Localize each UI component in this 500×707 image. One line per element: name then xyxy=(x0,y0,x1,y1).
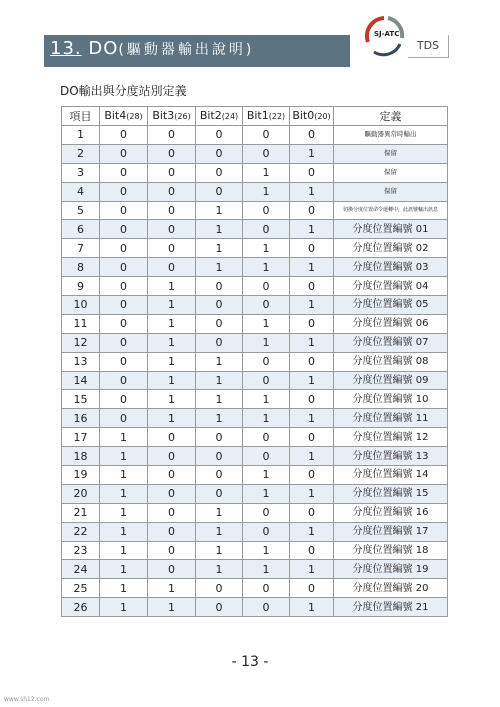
bit-value-cell: 0 xyxy=(196,314,243,333)
bit-value-cell: 1 xyxy=(243,541,290,560)
bit-value-cell: 0 xyxy=(243,371,290,390)
table-row xyxy=(62,371,448,390)
definition-cell: 分度位置編號 12 xyxy=(334,428,448,447)
bit-value-cell: 1 xyxy=(290,182,334,201)
definition-cell: 分度位置編號 14 xyxy=(334,466,448,485)
bit-value-cell: 0 xyxy=(196,579,243,598)
doc-type-label: TDS xyxy=(408,35,449,58)
bit-value-cell: 0 xyxy=(196,447,243,466)
bit-value-cell: 1 xyxy=(243,239,290,258)
bit-value-cell: 0 xyxy=(243,447,290,466)
bit-value-cell: 0 xyxy=(148,503,196,522)
bit-value-cell: 0 xyxy=(243,428,290,447)
bit-value-cell: 1 xyxy=(290,598,334,617)
bit-value-cell: 1 xyxy=(290,447,334,466)
table-row xyxy=(62,484,448,503)
bit-value-cell: 1 xyxy=(100,503,148,522)
definition-cell: 分度位置編號 21 xyxy=(334,598,448,617)
bit-value-cell: 0 xyxy=(100,409,148,428)
header-bit0: Bit0(20) xyxy=(290,107,334,126)
bit-value-cell: 1 xyxy=(148,296,196,315)
bit-value-cell: 0 xyxy=(148,447,196,466)
bit-value-cell: 1 xyxy=(290,144,334,163)
bit-value-cell: 0 xyxy=(148,163,196,182)
definition-cell: 分度位置編號 18 xyxy=(334,541,448,560)
table-row xyxy=(62,409,448,428)
bit-value-cell: 0 xyxy=(290,390,334,409)
item-number-cell: 11 xyxy=(62,314,100,333)
bit-value-cell: 0 xyxy=(148,258,196,277)
page-number: - 13 - xyxy=(231,654,269,670)
item-number-cell: 24 xyxy=(62,560,100,579)
bit-value-cell: 0 xyxy=(243,503,290,522)
table-row xyxy=(62,182,448,201)
header-definition: 定義 xyxy=(334,107,448,126)
table-row xyxy=(62,220,448,239)
table-row xyxy=(62,541,448,560)
bit-value-cell: 1 xyxy=(243,163,290,182)
definition-cell: 保留 xyxy=(334,163,448,182)
bit-value-cell: 1 xyxy=(243,390,290,409)
section-title-main: DO xyxy=(88,38,119,59)
header-bit3: Bit3(26) xyxy=(148,107,196,126)
header-item: 項目 xyxy=(62,107,100,126)
definition-cell: 分度位置編號 20 xyxy=(334,579,448,598)
header-bit1: Bit1(22) xyxy=(243,107,290,126)
definition-cell: 保留 xyxy=(334,144,448,163)
bit-value-cell: 1 xyxy=(148,598,196,617)
bit-value-cell: 0 xyxy=(100,182,148,201)
bit-value-cell: 1 xyxy=(290,220,334,239)
bit-value-cell: 0 xyxy=(148,182,196,201)
bit-value-cell: 1 xyxy=(100,484,148,503)
item-number-cell: 25 xyxy=(62,579,100,598)
item-number-cell: 14 xyxy=(62,371,100,390)
table-row xyxy=(62,277,448,296)
section-heading xyxy=(50,38,254,59)
table-row xyxy=(62,598,448,617)
bit-value-cell: 1 xyxy=(100,428,148,447)
table-row xyxy=(62,314,448,333)
bit-value-cell: 1 xyxy=(290,522,334,541)
definition-cell: 分度位置編號 09 xyxy=(334,371,448,390)
bit-value-cell: 1 xyxy=(100,560,148,579)
bit-value-cell: 1 xyxy=(100,522,148,541)
bit-value-cell: 0 xyxy=(196,144,243,163)
bit-value-cell: 0 xyxy=(290,126,334,145)
header-bit4: Bit4(28) xyxy=(100,107,148,126)
table-row xyxy=(62,258,448,277)
bit-value-cell: 1 xyxy=(243,333,290,352)
bit-value-cell: 0 xyxy=(243,126,290,145)
bit-value-cell: 0 xyxy=(290,277,334,296)
bit-value-cell: 0 xyxy=(100,333,148,352)
bit-value-cell: 0 xyxy=(196,598,243,617)
bit-value-cell: 1 xyxy=(243,409,290,428)
bit-value-cell: 1 xyxy=(196,390,243,409)
item-number-cell: 15 xyxy=(62,390,100,409)
definition-cell: 分度位置編號 17 xyxy=(334,522,448,541)
table-row xyxy=(62,428,448,447)
bit-value-cell: 1 xyxy=(196,352,243,371)
bit-value-cell: 0 xyxy=(148,560,196,579)
bit-value-cell: 0 xyxy=(100,390,148,409)
bit-value-cell: 0 xyxy=(290,466,334,485)
definition-cell: 分度位置編號 11 xyxy=(334,409,448,428)
bit-value-cell: 0 xyxy=(148,220,196,239)
item-number-cell: 9 xyxy=(62,277,100,296)
bit-value-cell: 0 xyxy=(290,201,334,220)
definition-cell: 分度位置編號 15 xyxy=(334,484,448,503)
item-number-cell: 21 xyxy=(62,503,100,522)
bit-value-cell: 0 xyxy=(243,296,290,315)
bit-value-cell: 1 xyxy=(148,409,196,428)
item-number-cell: 18 xyxy=(62,447,100,466)
bit-value-cell: 0 xyxy=(100,277,148,296)
definition-cell: 分度位置編號 13 xyxy=(334,447,448,466)
bit-value-cell: 0 xyxy=(100,144,148,163)
definition-cell: 保留 xyxy=(334,182,448,201)
bit-value-cell: 0 xyxy=(100,258,148,277)
item-number-cell: 2 xyxy=(62,144,100,163)
bit-value-cell: 1 xyxy=(148,352,196,371)
table-row xyxy=(62,239,448,258)
bit-value-cell: 1 xyxy=(196,409,243,428)
bit-value-cell: 1 xyxy=(243,560,290,579)
definition-cell: 驅動器異常時輸出 xyxy=(334,126,448,145)
bit-value-cell: 1 xyxy=(100,598,148,617)
bit-value-cell: 0 xyxy=(148,126,196,145)
bit-value-cell: 0 xyxy=(100,296,148,315)
bit-value-cell: 0 xyxy=(196,333,243,352)
bit-value-cell: 1 xyxy=(243,314,290,333)
item-number-cell: 3 xyxy=(62,163,100,182)
bit-value-cell: 1 xyxy=(196,522,243,541)
definition-cell: 分度位置編號 08 xyxy=(334,352,448,371)
bit-value-cell: 0 xyxy=(196,466,243,485)
item-number-cell: 6 xyxy=(62,220,100,239)
bit-value-cell: 1 xyxy=(196,560,243,579)
definition-cell: 分度位置編號 03 xyxy=(334,258,448,277)
bit-value-cell: 0 xyxy=(243,201,290,220)
bit-value-cell: 0 xyxy=(148,466,196,485)
item-number-cell: 7 xyxy=(62,239,100,258)
table-header-row xyxy=(62,107,448,126)
table-row xyxy=(62,296,448,315)
table-row xyxy=(62,163,448,182)
definition-cell: 分度位置編號 01 xyxy=(334,220,448,239)
bit-value-cell: 1 xyxy=(196,371,243,390)
definition-cell: 分度位置編號 02 xyxy=(334,239,448,258)
item-number-cell: 19 xyxy=(62,466,100,485)
bit-value-cell: 0 xyxy=(100,239,148,258)
bit-value-cell: 0 xyxy=(148,201,196,220)
bit-value-cell: 0 xyxy=(243,352,290,371)
table-row xyxy=(62,352,448,371)
bit-value-cell: 0 xyxy=(100,220,148,239)
definition-cell: 分度位置編號 16 xyxy=(334,503,448,522)
table-row xyxy=(62,126,448,145)
bit-value-cell: 1 xyxy=(290,371,334,390)
bit-value-cell: 1 xyxy=(290,296,334,315)
item-number-cell: 5 xyxy=(62,201,100,220)
bit-value-cell: 0 xyxy=(243,522,290,541)
bit-value-cell: 0 xyxy=(148,144,196,163)
definition-cell: 分度位置編號 10 xyxy=(334,390,448,409)
bit-value-cell: 0 xyxy=(196,296,243,315)
header-bit2: Bit2(24) xyxy=(196,107,243,126)
bit-value-cell: 0 xyxy=(100,201,148,220)
bit-value-cell: 1 xyxy=(243,258,290,277)
definition-cell: 分度位置編號 07 xyxy=(334,333,448,352)
item-number-cell: 1 xyxy=(62,126,100,145)
bit-value-cell: 1 xyxy=(243,484,290,503)
bit-value-cell: 1 xyxy=(148,579,196,598)
bit-value-cell: 0 xyxy=(290,352,334,371)
item-number-cell: 4 xyxy=(62,182,100,201)
bit-value-cell: 0 xyxy=(100,163,148,182)
definition-cell: 分度位置編號 04 xyxy=(334,277,448,296)
bit-value-cell: 1 xyxy=(196,220,243,239)
item-number-cell: 16 xyxy=(62,409,100,428)
table-row xyxy=(62,201,448,220)
bit-value-cell: 0 xyxy=(243,144,290,163)
bit-value-cell: 0 xyxy=(290,428,334,447)
bit-value-cell: 0 xyxy=(148,484,196,503)
do-output-table xyxy=(61,106,448,617)
item-number-cell: 8 xyxy=(62,258,100,277)
item-number-cell: 26 xyxy=(62,598,100,617)
bit-value-cell: 0 xyxy=(100,371,148,390)
bit-value-cell: 1 xyxy=(100,447,148,466)
bit-value-cell: 0 xyxy=(196,163,243,182)
item-number-cell: 12 xyxy=(62,333,100,352)
bit-value-cell: 1 xyxy=(148,333,196,352)
bit-value-cell: 0 xyxy=(148,239,196,258)
bit-value-cell: 0 xyxy=(196,277,243,296)
section-number: 13. xyxy=(50,38,82,59)
item-number-cell: 20 xyxy=(62,484,100,503)
bit-value-cell: 0 xyxy=(290,503,334,522)
bit-value-cell: 0 xyxy=(290,163,334,182)
bit-value-cell: 0 xyxy=(196,484,243,503)
table-row xyxy=(62,579,448,598)
bit-value-cell: 0 xyxy=(100,314,148,333)
definition-cell: 分度位置編號 05 xyxy=(334,296,448,315)
bit-value-cell: 0 xyxy=(243,277,290,296)
bit-value-cell: 1 xyxy=(100,466,148,485)
bit-value-cell: 1 xyxy=(196,503,243,522)
bit-value-cell: 0 xyxy=(196,428,243,447)
table-row xyxy=(62,144,448,163)
item-number-cell: 17 xyxy=(62,428,100,447)
bit-value-cell: 0 xyxy=(290,579,334,598)
bit-value-cell: 0 xyxy=(243,220,290,239)
bit-value-cell: 0 xyxy=(196,126,243,145)
bit-value-cell: 0 xyxy=(290,541,334,560)
bit-value-cell: 1 xyxy=(100,579,148,598)
bit-value-cell: 0 xyxy=(243,579,290,598)
table-row xyxy=(62,560,448,579)
watermark: www.sh12.com xyxy=(4,696,50,703)
bit-value-cell: 0 xyxy=(290,314,334,333)
table-row xyxy=(62,503,448,522)
bit-value-cell: 1 xyxy=(196,239,243,258)
section-title-sub: (驅動器輸出說明) xyxy=(118,42,255,58)
logo-text: SJ-ATC xyxy=(374,30,400,38)
bit-value-cell: 0 xyxy=(290,239,334,258)
bit-value-cell: 1 xyxy=(243,182,290,201)
item-number-cell: 10 xyxy=(62,296,100,315)
bit-value-cell: 1 xyxy=(290,409,334,428)
table-row xyxy=(62,522,448,541)
bit-value-cell: 1 xyxy=(148,371,196,390)
definition-cell: 分度位置編號 06 xyxy=(334,314,448,333)
bit-value-cell: 1 xyxy=(148,277,196,296)
bit-value-cell: 1 xyxy=(148,314,196,333)
bit-value-cell: 0 xyxy=(148,541,196,560)
bit-value-cell: 0 xyxy=(243,598,290,617)
bit-value-cell: 1 xyxy=(196,258,243,277)
table-row xyxy=(62,447,448,466)
bit-value-cell: 1 xyxy=(290,258,334,277)
bit-value-cell: 0 xyxy=(196,182,243,201)
bit-value-cell: 1 xyxy=(196,201,243,220)
definition-cell: 分度位置編號 19 xyxy=(334,560,448,579)
item-number-cell: 23 xyxy=(62,541,100,560)
bit-value-cell: 0 xyxy=(100,352,148,371)
table-row xyxy=(62,333,448,352)
item-number-cell: 22 xyxy=(62,522,100,541)
bit-value-cell: 1 xyxy=(290,484,334,503)
bit-value-cell: 1 xyxy=(290,333,334,352)
bit-value-cell: 0 xyxy=(100,126,148,145)
table-row xyxy=(62,466,448,485)
table-title: DO輸出與分度站別定義 xyxy=(60,84,187,98)
bit-value-cell: 1 xyxy=(100,541,148,560)
bit-value-cell: 1 xyxy=(148,390,196,409)
bit-value-cell: 0 xyxy=(148,428,196,447)
bit-value-cell: 1 xyxy=(243,466,290,485)
table-row xyxy=(62,390,448,409)
item-number-cell: 13 xyxy=(62,352,100,371)
bit-value-cell: 1 xyxy=(290,560,334,579)
bit-value-cell: 0 xyxy=(148,522,196,541)
definition-cell: 切換分度位置命令運轉中，此訊號輸出訊息 xyxy=(334,201,448,220)
bit-value-cell: 1 xyxy=(196,541,243,560)
